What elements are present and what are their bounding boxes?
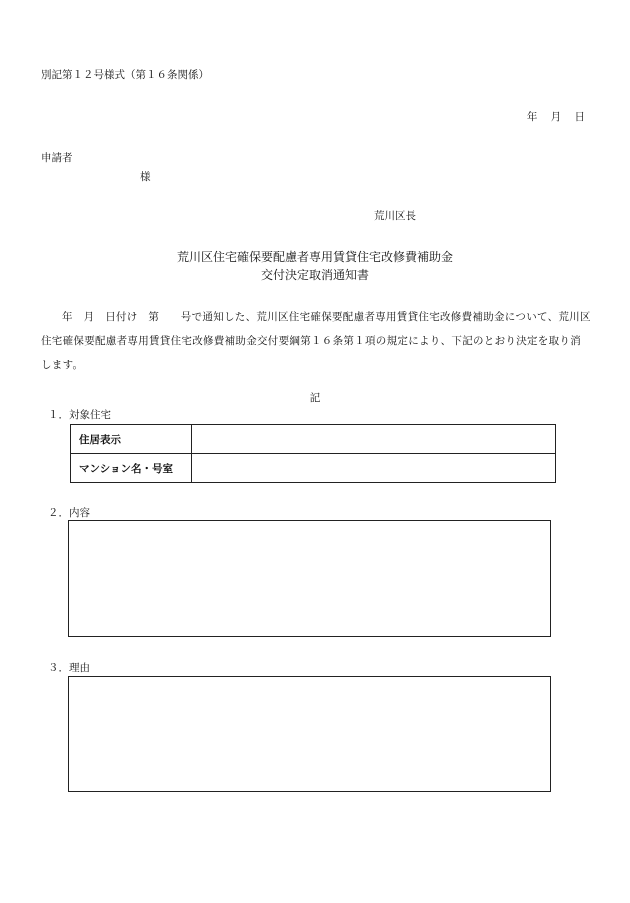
content-box[interactable] xyxy=(68,520,551,637)
section-target-title: １．対象住宅 xyxy=(48,409,111,421)
table-row xyxy=(71,454,556,483)
reason-box[interactable] xyxy=(68,676,551,792)
issuer-name: 荒川区長 xyxy=(374,210,416,222)
notice-body: 年 月 日付け 第 号で通知した、荒川区住宅確保要配慮者専用賃貸住宅改修費補助金について、荒川区住宅確保要配慮者専用賃貸住宅改修費補助金交付要綱第１６条第１項の規定により、下記のとおり決定を取り消します。 xyxy=(41,311,591,371)
date-line xyxy=(517,109,585,124)
applicant-honorific: 様 xyxy=(140,171,151,183)
section-content-title: ２．内容 xyxy=(48,507,90,519)
table-row xyxy=(71,425,556,454)
address-value[interactable] xyxy=(192,425,556,454)
date-year: 年 xyxy=(526,111,538,123)
form-number: 別記第１２号様式（第１６条関係） xyxy=(41,69,209,81)
section-reason-title: ３．理由 xyxy=(48,662,90,674)
building-room-label: マンション名・号室 xyxy=(71,454,192,483)
address-label: 住居表示 xyxy=(71,425,192,454)
ki-heading: 記 xyxy=(309,392,321,404)
target-housing-table xyxy=(70,424,556,483)
date-month: 月 xyxy=(550,111,562,123)
date-day: 日 xyxy=(574,111,585,123)
building-room-value[interactable] xyxy=(192,454,556,483)
document-title-line2: 交付決定取消通知書 xyxy=(260,268,369,282)
document-title-line1: 荒川区住宅確保要配慮者専用賃貸住宅改修費補助金 xyxy=(176,250,453,264)
applicant-label: 申請者 xyxy=(41,152,73,164)
